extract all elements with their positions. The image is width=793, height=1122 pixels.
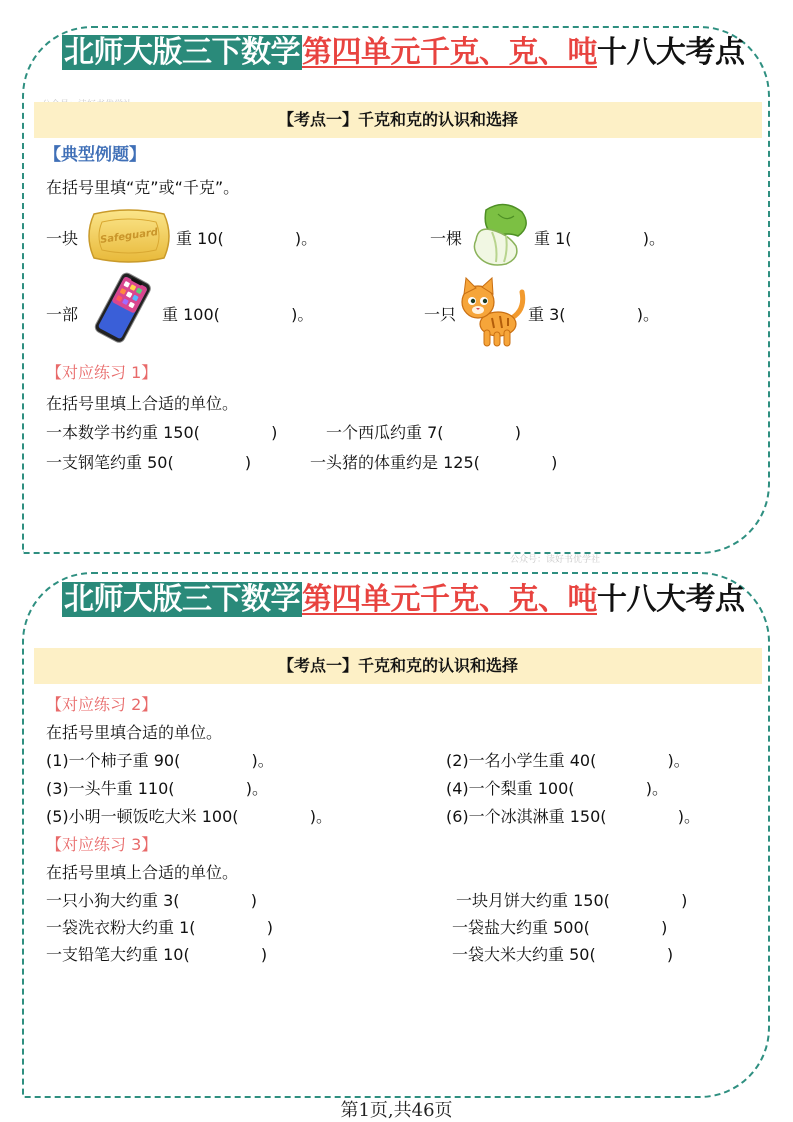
cat-icon: [456, 276, 530, 348]
practice-2-item-3: (3)一头牛重 110( )。: [46, 779, 268, 798]
practice-3-instruction: 在括号里填上合适的单位。: [46, 863, 239, 882]
practice-3-heading: 【对应练习 3】: [46, 835, 158, 854]
item-cat-prefix: 一只: [424, 305, 457, 324]
practice-1-line-2: 一个西瓜约重 7( ): [326, 423, 521, 442]
practice-1-heading: 【对应练习 1】: [46, 363, 158, 382]
section-band-1: 【考点一】千克和克的认识和选择: [34, 102, 762, 138]
practice-3-item-1: 一只小狗大约重 3( ): [46, 891, 257, 910]
item-cabbage-prefix: 一棵: [430, 229, 463, 248]
practice-3-item-2: 一块月饼大约重 150( ): [456, 891, 688, 910]
practice-3-item-6: 一袋大米大约重 50( ): [452, 945, 674, 964]
practice-1-line-3: 一支钢笔约重 50( ): [46, 453, 252, 472]
practice-3-item-5: 一支铅笔大约重 10( ): [46, 945, 268, 964]
practice-2-item-6: (6)一个冰淇淋重 150( )。: [446, 807, 700, 826]
item-cabbage-suffix: 重 1( )。: [534, 229, 665, 248]
example-heading: 【典型例题】: [44, 145, 146, 165]
item-phone-prefix: 一部: [46, 305, 79, 324]
practice-3-item-4: 一袋盐大约重 500( ): [452, 918, 668, 937]
watermark-2: 公众号：读好书优学社: [510, 555, 601, 565]
practice-2-item-2: (2)一名小学生重 40( )。: [446, 751, 690, 770]
page-footer: 第1页,共46页: [340, 1100, 453, 1121]
item-soap-suffix: 重 10( )。: [176, 229, 318, 248]
page-title-1: 北师大版三下数学第四单元千克、克、吨十八大考点: [64, 35, 745, 70]
section-band-2: 【考点一】千克和克的认识和选择: [34, 648, 762, 684]
example-instruction: 在括号里填“克”或“千克”。: [46, 178, 240, 197]
practice-3-item-3: 一袋洗衣粉大约重 1( ): [46, 918, 273, 937]
item-cat-suffix: 重 3( )。: [528, 305, 659, 324]
svg-text:Safeguard: Safeguard: [99, 226, 159, 246]
practice-2-heading: 【对应练习 2】: [46, 695, 158, 714]
practice-2-item-5: (5)小明一顿饭吃大米 100( )。: [46, 807, 332, 826]
practice-1-instruction: 在括号里填上合适的单位。: [46, 394, 239, 413]
page-title-2: 北师大版三下数学第四单元千克、克、吨十八大考点: [64, 582, 745, 617]
cabbage-icon: [468, 202, 532, 268]
smartphone-icon: [84, 272, 158, 346]
practice-1-line-4: 一头猪的体重约是 125( ): [310, 453, 558, 472]
practice-2-item-1: (1)一个柿子重 90( )。: [46, 751, 274, 770]
practice-1-line-1: 一本数学书约重 150( ): [46, 423, 278, 442]
item-soap-prefix: 一块: [46, 229, 79, 248]
item-phone-suffix: 重 100( )。: [162, 305, 314, 324]
practice-2-item-4: (4)一个梨重 100( )。: [446, 779, 668, 798]
practice-2-instruction: 在括号里填合适的单位。: [46, 723, 223, 742]
soap-bar-icon: [84, 208, 174, 264]
